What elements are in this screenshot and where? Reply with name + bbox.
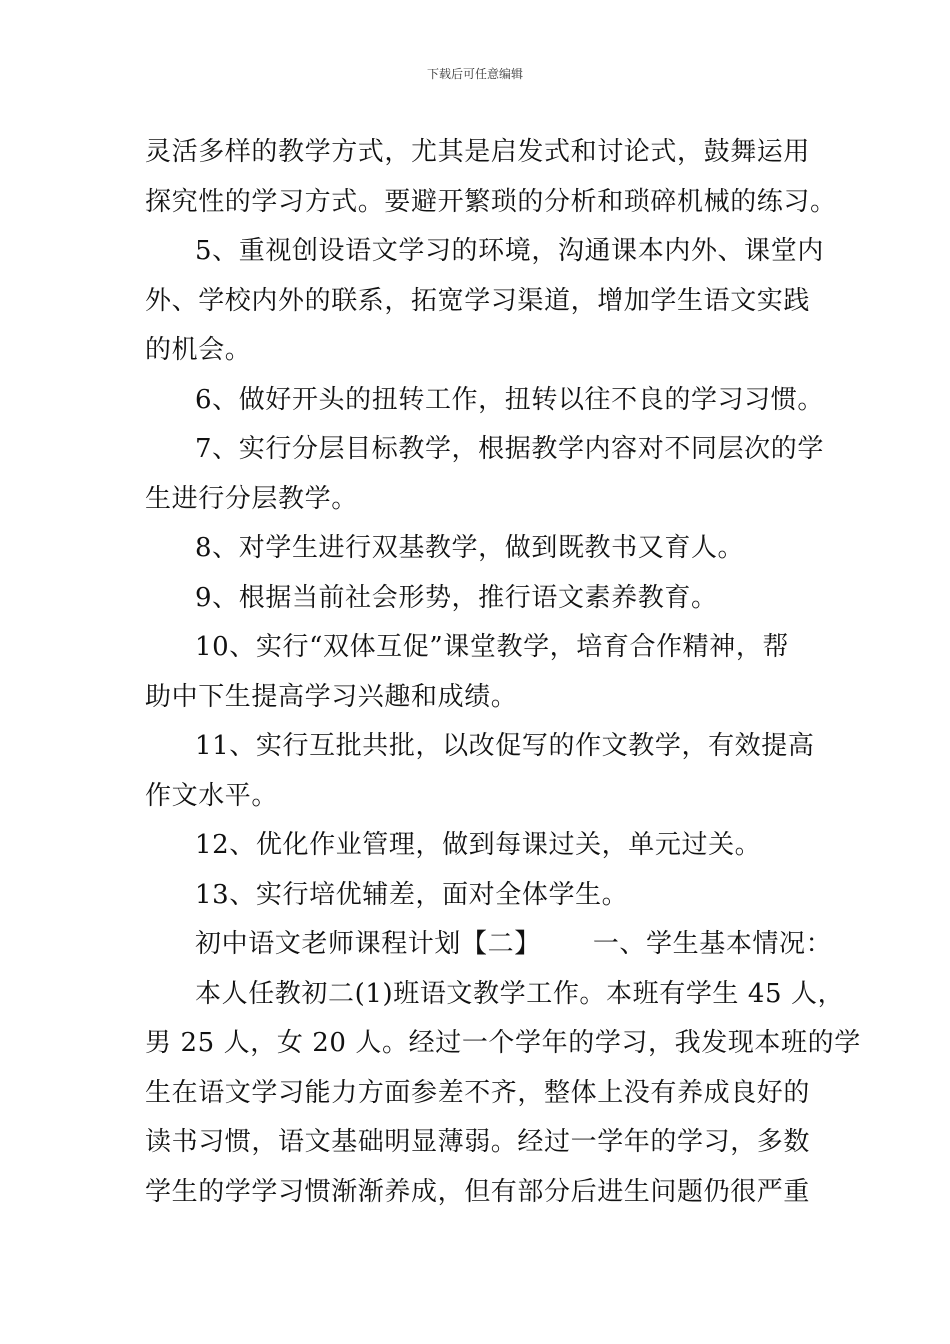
text-line: 助中下生提高学习兴趣和成绩。 bbox=[145, 681, 518, 712]
text-line: 读书习惯，语文基础明显薄弱。经过一学年的学习，多数 bbox=[145, 1127, 811, 1157]
text-line: 的机会。 bbox=[145, 335, 252, 365]
text-line: 本人任教初二(1)班语文教学工作。本班有学生 45 人， bbox=[195, 978, 845, 1009]
text-line: 6、做好开头的扭转工作，扭转以往不良的学习习惯。 bbox=[195, 384, 824, 415]
text-line: 生在语文学习能力方面参差不齐，整体上没有养成良好的 bbox=[145, 1077, 811, 1108]
text-line: 10、实行“双体互促”课堂教学，培育合作精神，帮 bbox=[195, 632, 790, 662]
text-line: 男 25 人，女 20 人。经过一个学年的学习，我发现本班的学 bbox=[145, 1028, 861, 1058]
text-line: 11、实行互批共批，以改促写的作文教学，有效提高 bbox=[195, 731, 815, 761]
text-line: 学生的学学习惯渐渐养成，但有部分后进生问题仍很严重 bbox=[145, 1176, 811, 1207]
text-line: 9、根据当前社会形势，推行语文素养教育。 bbox=[195, 582, 718, 613]
subsection-title: 一、学生基本情况： bbox=[592, 929, 833, 959]
text-line: 7、实行分层目标教学，根据教学内容对不同层次的学 bbox=[195, 434, 824, 464]
text-line: 生进行分层教学。 bbox=[145, 483, 358, 514]
text-line: 灵活多样的教学方式，尤其是启发式和讨论式，鼓舞运用 bbox=[145, 137, 811, 167]
text-line: 探究性的学习方式。要避开繁琐的分析和琐碎机械的练习。 bbox=[145, 186, 837, 217]
section-title: 初中语文老师课程计划【二】 bbox=[195, 929, 541, 959]
text-line: 外、学校内外的联系，拓宽学习渠道，增加学生语文实践 bbox=[145, 285, 811, 316]
text-line: 作文水平。 bbox=[145, 780, 279, 811]
text-line: 12、优化作业管理，做到每课过关，单元过关。 bbox=[195, 830, 762, 860]
page-header-note: 下载后可任意编辑 bbox=[426, 67, 523, 81]
section-heading-line bbox=[145, 920, 833, 970]
text-line: 8、对学生进行双基教学，做到既教书又育人。 bbox=[195, 533, 745, 563]
text-line: 13、实行培优辅差，面对全体学生。 bbox=[195, 879, 629, 910]
text-line: 5、重视创设语文学习的环境，沟通课本内外、课堂内 bbox=[195, 236, 824, 266]
document-body bbox=[145, 128, 861, 1217]
